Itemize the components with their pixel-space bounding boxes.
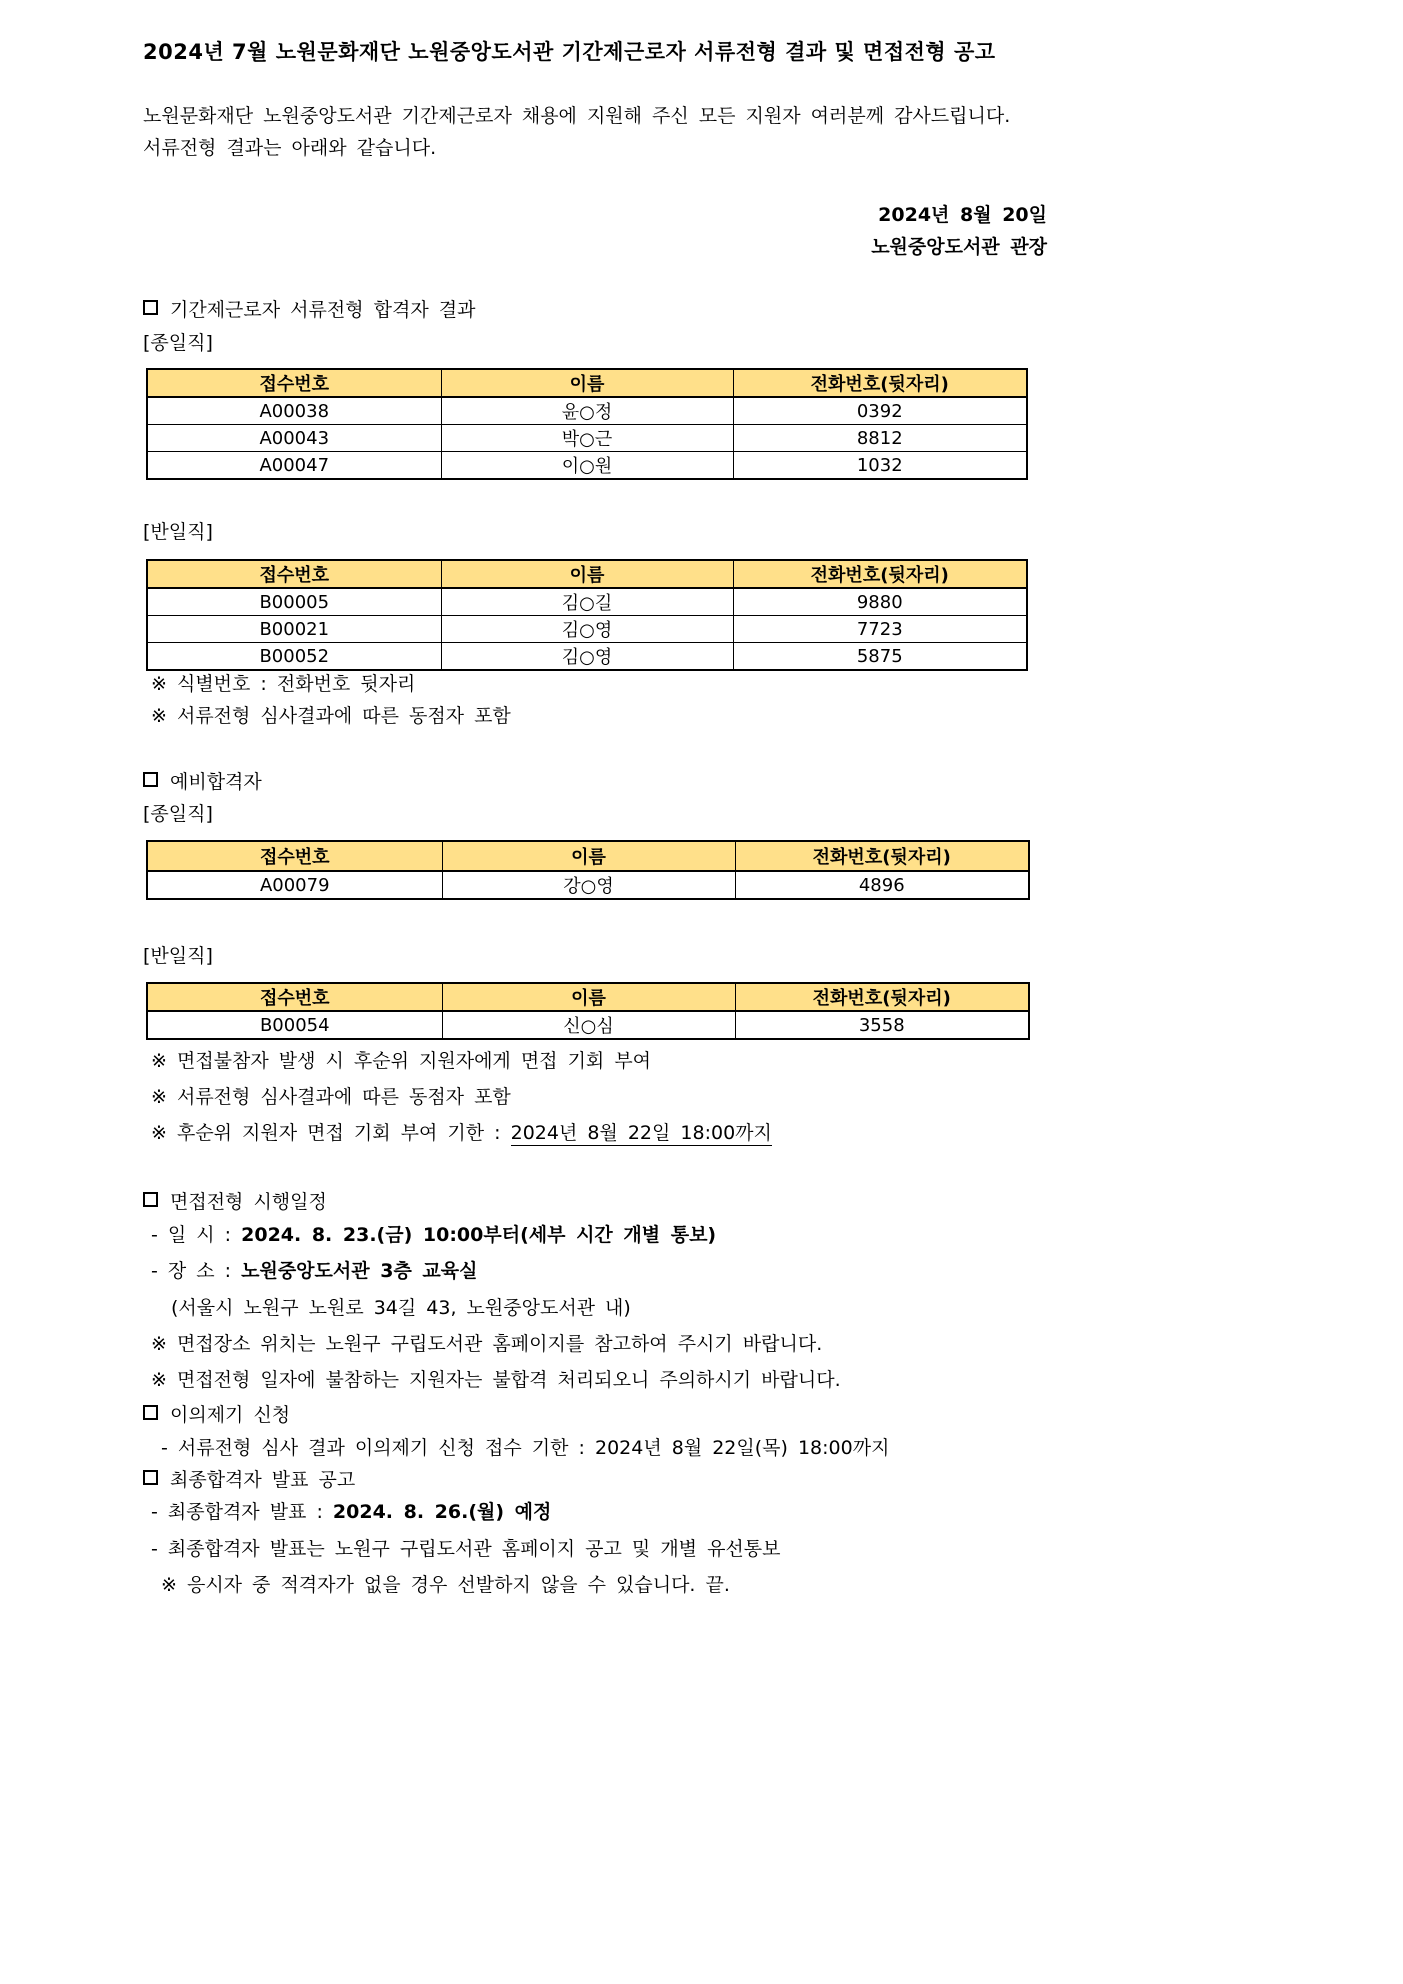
cell-phone: 3558 bbox=[735, 1011, 1029, 1039]
note-ties-reserve: ※ 서류전형 심사결과에 따른 동점자 포함 bbox=[151, 1086, 511, 1108]
cell-name: 강○영 bbox=[442, 871, 735, 899]
square-bullet-icon bbox=[143, 772, 158, 787]
note-absent-fail: ※ 면접전형 일자에 불참하는 지원자는 불합격 처리되오니 주의하시기 바랍니다. bbox=[151, 1369, 841, 1391]
note-deadline bbox=[151, 1121, 772, 1145]
section-heading-reserve bbox=[143, 770, 262, 794]
table-header-row bbox=[147, 560, 1027, 588]
reserve-half-time-label: [반일직] bbox=[143, 945, 213, 967]
table-header-row bbox=[147, 369, 1027, 397]
heading-text: 최종합격자 발표 공고 bbox=[170, 1469, 356, 1491]
col-header-name: 이름 bbox=[441, 369, 733, 397]
col-header-name: 이름 bbox=[442, 841, 735, 871]
col-header-phone: 전화번호(뒷자리) bbox=[735, 841, 1029, 871]
section-heading-objection bbox=[143, 1403, 290, 1427]
heading-text: 예비합격자 bbox=[170, 771, 262, 793]
notice-date: 2024년 8월 20일 bbox=[878, 204, 1047, 226]
cell-phone: 9880 bbox=[733, 588, 1027, 616]
place-value: 노원중앙도서관 3층 교육실 bbox=[241, 1260, 478, 1282]
col-header-receipt-no: 접수번호 bbox=[147, 983, 442, 1011]
intro-line-1: 노원문화재단 노원중앙도서관 기간제근로자 채용에 지원해 주신 모든 지원자 여러분께 감사드립니다. bbox=[143, 105, 1011, 127]
final-announcement-date bbox=[151, 1500, 551, 1524]
table-row bbox=[147, 616, 1027, 643]
passed-full-time-table bbox=[146, 368, 1028, 480]
objection-deadline: - 서류전형 심사 결과 이의제기 신청 접수 기한 : 2024년 8월 22일(목) 18:00까지 bbox=[161, 1437, 890, 1459]
cell-name: 이○원 bbox=[441, 452, 733, 480]
cell-phone: 7723 bbox=[733, 616, 1027, 643]
table-row bbox=[147, 1011, 1029, 1039]
note-location: ※ 면접장소 위치는 노원구 구립도서관 홈페이지를 참고하여 주시기 바랍니다. bbox=[151, 1333, 823, 1355]
interview-address: (서울시 노원구 노원로 34길 43, 노원중앙도서관 내) bbox=[171, 1297, 631, 1319]
square-bullet-icon bbox=[143, 1470, 158, 1485]
page-title: 2024년 7월 노원문화재단 노원중앙도서관 기간제근로자 서류전형 결과 및 면접전형 공고 bbox=[143, 40, 996, 64]
cell-phone: 0392 bbox=[733, 397, 1027, 425]
table-row bbox=[147, 397, 1027, 425]
half-time-label: [반일직] bbox=[143, 521, 213, 543]
cell-name: 윤○정 bbox=[441, 397, 733, 425]
col-header-receipt-no: 접수번호 bbox=[147, 841, 442, 871]
cell-receipt-no: B00054 bbox=[147, 1011, 442, 1039]
note-absence: ※ 면접불참자 발생 시 후순위 지원자에게 면접 기회 부여 bbox=[151, 1050, 652, 1072]
col-header-phone: 전화번호(뒷자리) bbox=[733, 369, 1027, 397]
full-time-label: [종일직] bbox=[143, 332, 213, 354]
table-header-row bbox=[147, 841, 1029, 871]
heading-text: 면접전형 시행일정 bbox=[170, 1191, 327, 1213]
heading-text: 이의제기 신청 bbox=[170, 1404, 291, 1426]
note-no-qualified: ※ 응시자 중 적격자가 없을 경우 선발하지 않을 수 있습니다. 끝. bbox=[161, 1574, 730, 1596]
table-row bbox=[147, 588, 1027, 616]
interview-datetime bbox=[151, 1223, 716, 1247]
interview-place bbox=[151, 1259, 477, 1283]
col-header-phone: 전화번호(뒷자리) bbox=[735, 983, 1029, 1011]
heading-text: 기간제근로자 서류전형 합격자 결과 bbox=[170, 299, 476, 321]
passed-half-time-table bbox=[146, 559, 1028, 671]
reserve-half-time-table bbox=[146, 982, 1030, 1040]
table-row bbox=[147, 452, 1027, 480]
col-header-name: 이름 bbox=[441, 560, 733, 588]
cell-receipt-no: A00079 bbox=[147, 871, 442, 899]
table-row bbox=[147, 871, 1029, 899]
col-header-receipt-no: 접수번호 bbox=[147, 369, 441, 397]
cell-receipt-no: A00047 bbox=[147, 452, 441, 480]
square-bullet-icon bbox=[143, 1192, 158, 1207]
final-announcement-method: - 최종합격자 발표는 노원구 구립도서관 홈페이지 공고 및 개별 유선통보 bbox=[151, 1538, 781, 1560]
section-heading-interview bbox=[143, 1190, 327, 1214]
col-header-name: 이름 bbox=[442, 983, 735, 1011]
square-bullet-icon bbox=[143, 300, 158, 315]
cell-receipt-no: B00005 bbox=[147, 588, 441, 616]
intro-line-2: 서류전형 결과는 아래와 같습니다. bbox=[143, 137, 437, 159]
section-heading-passed bbox=[143, 298, 475, 322]
final-date-label: - 최종합격자 발표 : bbox=[151, 1501, 333, 1523]
cell-phone: 4896 bbox=[735, 871, 1029, 899]
cell-name: 김○영 bbox=[441, 643, 733, 671]
datetime-label: - 일 시 : bbox=[151, 1224, 242, 1246]
reserve-full-time-label: [종일직] bbox=[143, 803, 213, 825]
table-row bbox=[147, 643, 1027, 671]
cell-phone: 1032 bbox=[733, 452, 1027, 480]
note-deadline-date: 2024년 8월 22일 18:00까지 bbox=[510, 1122, 772, 1144]
cell-name: 김○영 bbox=[441, 616, 733, 643]
col-header-phone: 전화번호(뒷자리) bbox=[733, 560, 1027, 588]
place-label: - 장 소 : bbox=[151, 1260, 242, 1282]
cell-name: 박○근 bbox=[441, 425, 733, 452]
square-bullet-icon bbox=[143, 1405, 158, 1420]
cell-name: 김○길 bbox=[441, 588, 733, 616]
cell-receipt-no: B00021 bbox=[147, 616, 441, 643]
note-deadline-prefix: ※ 후순위 지원자 면접 기회 부여 기한 : bbox=[151, 1122, 511, 1144]
table-header-row bbox=[147, 983, 1029, 1011]
reserve-full-time-table bbox=[146, 840, 1030, 900]
cell-phone: 5875 bbox=[733, 643, 1027, 671]
table-row bbox=[147, 425, 1027, 452]
cell-name: 신○심 bbox=[442, 1011, 735, 1039]
final-date-value: 2024. 8. 26.(월) 예정 bbox=[332, 1501, 552, 1523]
cell-receipt-no: A00038 bbox=[147, 397, 441, 425]
note-identifier: ※ 식별번호 : 전화번호 뒷자리 bbox=[151, 673, 416, 695]
cell-receipt-no: B00052 bbox=[147, 643, 441, 671]
section-heading-final bbox=[143, 1468, 355, 1492]
cell-phone: 8812 bbox=[733, 425, 1027, 452]
col-header-receipt-no: 접수번호 bbox=[147, 560, 441, 588]
note-ties: ※ 서류전형 심사결과에 따른 동점자 포함 bbox=[151, 705, 511, 727]
cell-receipt-no: A00043 bbox=[147, 425, 441, 452]
notice-issuer: 노원중앙도서관 관장 bbox=[871, 236, 1047, 258]
datetime-value: 2024. 8. 23.(금) 10:00부터(세부 시간 개별 통보) bbox=[241, 1224, 717, 1246]
